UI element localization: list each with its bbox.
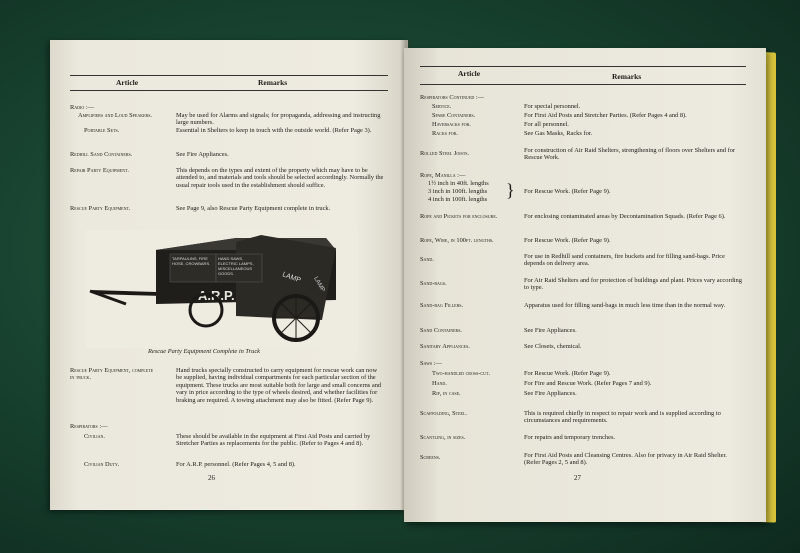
right-article-sand-bags: Sand-bags.: [420, 280, 447, 287]
left-article-civilian-duty: Civilian Duty.: [84, 461, 120, 468]
left-article-civilian: Civilian.: [84, 433, 105, 440]
right-remark-hand: For Fire and Rescue Work. (Refer Pages 7 and 9).: [524, 380, 652, 387]
left-article-rescue-truck: Rescue Party Equipment, complete in truck.: [70, 367, 154, 382]
right-article-rsj: Rolled Steel Joists.: [420, 150, 470, 157]
right-article-haversacks: Haversacks for.: [432, 121, 471, 128]
right-article-racks: Racks for.: [432, 130, 458, 137]
cart-lamp-label-2: LAMP: [312, 276, 326, 294]
left-remark-civilian-duty: For A.R.P. personnel. (Refer Pages 4, 5 and 8).: [176, 461, 296, 468]
right-article-sand-bag-fillers: Sand-bag Fillers.: [420, 302, 464, 309]
right-remark-haversacks: For all personnel.: [524, 121, 569, 128]
left-header-article: Article: [116, 78, 139, 87]
right-page-number: 27: [574, 474, 581, 482]
cart-arp-label: A.R.P.: [198, 288, 235, 303]
right-article-rope-pickets: Rope and Pickets for enclosure.: [420, 213, 498, 220]
right-article-rope-4: 4 inch in 100ft. lengths: [428, 196, 488, 203]
right-remark-spare: For First Aid Posts and Stretcher Parties. (Refer Pages 4 and 8).: [524, 112, 687, 119]
right-article-screens: Screens.: [420, 454, 441, 461]
right-article-rope-wire: Rope, Wire, in 100ft. lengths.: [420, 237, 494, 244]
left-remark-portable: Essential in Shelters to keep in touch with the outside world. (Refer Page 3).: [176, 127, 372, 134]
left-article-repair: Repair Party Equipment.: [70, 167, 130, 174]
left-remark-repair: This depends on the types and extent of the property which may have to be attended to, and materials and tools should be selected accordingly. Normally the usual repair tools used in the establishment should suffice.: [176, 167, 384, 189]
figure-caption: Rescue Party Equipment Complete in Truck: [148, 348, 260, 355]
right-remark-rope-manilla: For Rescue Work. (Refer Page 9).: [524, 188, 611, 195]
right-remark-sanitary: See Closets, chemical.: [524, 343, 582, 350]
right-article-saws: Saws :—: [420, 360, 442, 367]
right-article-sand: Sand.: [420, 256, 434, 263]
right-article-rope-1: 1½ inch in 40ft. lengths: [428, 180, 489, 187]
right-remark-screens: For First Aid Posts and Cleansing Centres. Also for privacy in Air Raid Shelter. (Refer Pages 2, 5 and 8).: [524, 452, 727, 467]
left-remark-redhill: See Fire Appliances.: [176, 151, 229, 158]
left-page-number: 26: [208, 474, 215, 482]
right-remark-sand: For use in Redhill sand containers, fire buckets and for filling sand-bags. Price depends on delivery area.: [524, 253, 725, 268]
right-remark-two-handled: For Rescue Work. (Refer Page 9).: [524, 370, 611, 377]
rescue-truck-illustration: [86, 230, 358, 348]
left-header-remarks: Remarks: [258, 78, 288, 87]
right-article-sand-containers: Sand Containers.: [420, 327, 463, 334]
right-remark-rope-wire: For Rescue Work. (Refer Page 9).: [524, 237, 611, 244]
right-header-article: Article: [458, 69, 481, 78]
left-remark-civilian: These should be available in the equipment at First Aid Posts and carried by Stretcher Parties as replacements for the public. (Refer to Pages 4 and 8).: [176, 433, 371, 448]
right-article-rip: Rip, in case.: [432, 390, 461, 397]
left-article-rescue: Rescue Party Equipment.: [70, 205, 131, 212]
right-header-rule-top: [420, 66, 746, 67]
left-article-redhill: Redhill Sand Containers.: [70, 151, 133, 158]
right-header-remarks: Remarks: [612, 72, 642, 81]
left-article-amplifiers: Amplifiers and Loud Speakers.: [78, 112, 153, 119]
right-article-rope-3: 3 inch in 100ft. lengths: [428, 188, 488, 195]
left-remark-rescue-truck: Hand trucks specially constructed to carry equipment for rescue work can now be supplied, having individual compartments for each particular section of the equipment. These trucks are most suitable both for large and small concerns and vary in price according to the type of wheels desired, and whether facilities for braking are required. A towing attachment may also be fitted. (Refer Page 9).: [176, 367, 382, 404]
right-article-rope-manilla: Rope, Manilla :—: [420, 172, 466, 179]
right-remark-rope-pickets: For enclosing contaminated areas by Decontamination Squads. (Refer Page 6).: [524, 213, 726, 220]
cart-panel-right-text: HAND SAWS, ELECTRIC LAMPS, MISCELLANEOUS GOODS.: [218, 256, 254, 276]
right-article-scaffolding: Scaffolding, Steel.: [420, 410, 468, 417]
right-remark-rip: See Fire Appliances.: [524, 390, 577, 397]
left-article-respirators: Respirators :—: [70, 423, 108, 430]
right-remark-racks: See Gas Masks, Racks for.: [524, 130, 593, 137]
right-article-scantling: Scantling, in sizes.: [420, 434, 466, 441]
right-remark-scantling: For repairs and temporary trenches.: [524, 434, 616, 441]
right-remark-sand-bag-fillers: Apparatus used for filling sand-bags in much less time than in the normal way.: [524, 302, 726, 309]
right-article-sanitary: Sanitary Appliances.: [420, 343, 470, 350]
cart-lamp-label: LAMP: [281, 271, 302, 285]
right-remark-scaffolding: This is required chiefly in respect to repair work and is supplied according to circumstances and requirements.: [524, 410, 721, 425]
right-article-service: Service.: [432, 103, 452, 110]
left-remark-rescue: See Page 9, also Rescue Party Equipment complete in truck.: [176, 205, 331, 212]
right-remark-service: For special personnel.: [524, 103, 581, 110]
rope-brace: }: [506, 180, 515, 200]
header-rule-top: [70, 75, 388, 76]
right-remark-sand-bags: For Air Raid Shelters and for protection of buildings and plant. Prices vary according to type.: [524, 277, 742, 292]
left-article-portable: Portable Sets.: [84, 127, 120, 134]
header-rule-bottom: [70, 90, 388, 91]
left-article-radio: Radio :—: [70, 104, 95, 111]
cart-panel-left-text: TARPAULINS, FIRE HOSE, CROWBARS.: [172, 256, 211, 266]
right-article-resp-cont: Respirators Continued :—: [420, 94, 485, 101]
right-header-rule-bottom: [420, 84, 746, 85]
right-article-hand: Hand.: [432, 380, 447, 387]
left-remark-amplifiers: May be used for Alarms and signals; for propaganda, addressing and instructing large numbers.: [176, 112, 381, 127]
right-remark-sand-containers: See Fire Appliances.: [524, 327, 577, 334]
right-article-two-handled: Two-handled cross-cut.: [432, 370, 491, 377]
right-remark-rsj: For construction of Air Raid Shelters, strengthening of floors over Shelters and for Rescue Work.: [524, 147, 736, 162]
right-article-spare: Spare Containers.: [432, 112, 476, 119]
